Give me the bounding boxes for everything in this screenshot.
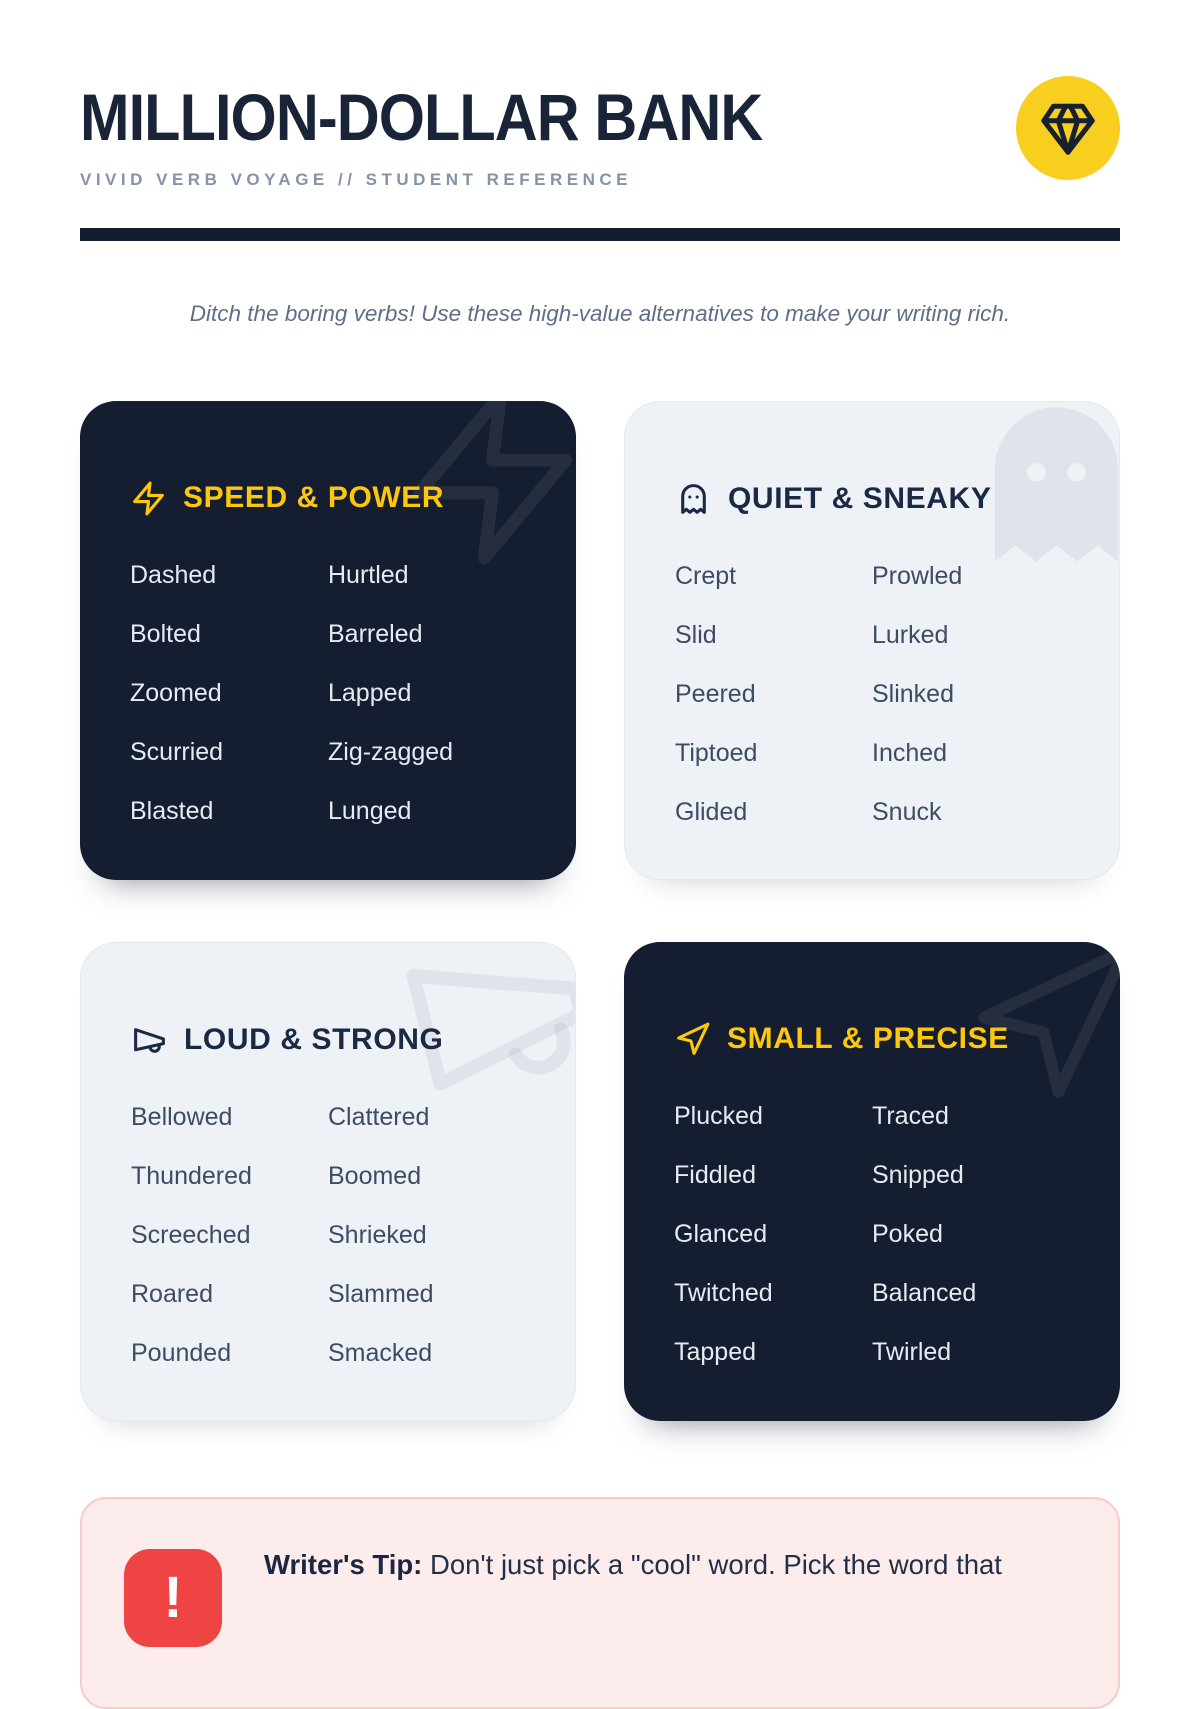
navigation-icon	[674, 1021, 711, 1058]
card-title-label: SMALL & PRECISE	[727, 1022, 1009, 1056]
verb-word: Slammed	[328, 1279, 434, 1308]
verb-word: Balanced	[872, 1278, 977, 1307]
word-list	[131, 1102, 525, 1367]
verb-word: Pounded	[131, 1338, 232, 1367]
verb-word: Smacked	[328, 1338, 433, 1367]
verb-word: Zig-zagged	[328, 737, 454, 766]
zap-icon	[130, 480, 167, 517]
verb-word: Clattered	[328, 1102, 430, 1131]
verb-word: Lapped	[328, 678, 412, 707]
verb-word: Lurked	[872, 620, 949, 649]
verb-word: Plucked	[674, 1101, 763, 1130]
verb-card-grid	[80, 401, 1120, 1421]
page-subtitle: VIVID VERB VOYAGE // STUDENT REFERENCE	[80, 170, 632, 189]
card-speed-power	[80, 401, 576, 880]
verb-word: Peered	[675, 679, 756, 708]
tip-badge	[124, 1549, 222, 1647]
card-title-speed-power	[130, 480, 526, 517]
verb-word: Screeched	[131, 1220, 251, 1249]
verb-word: Blasted	[130, 796, 214, 825]
verb-word: Dashed	[130, 560, 217, 589]
word-list	[674, 1101, 1070, 1366]
tip-text	[264, 1539, 1002, 1587]
card-small-precise	[624, 942, 1120, 1421]
card-title-quiet-sneaky	[675, 481, 1069, 518]
verb-word: Tiptoed	[675, 738, 758, 767]
card-quiet-sneaky	[624, 401, 1120, 880]
verb-word: Thundered	[131, 1161, 252, 1190]
tip-label: Writer's Tip:	[264, 1548, 423, 1580]
verb-word: Snuck	[872, 797, 942, 826]
verb-word: Slinked	[872, 679, 954, 708]
ghost-icon	[675, 481, 712, 518]
page-title: MILLION-DOLLAR BANK	[80, 80, 763, 154]
word-list	[130, 560, 526, 825]
tip-body: Don't just pick a "cool" word. Pick the word that	[429, 1548, 1002, 1580]
verb-word: Glided	[675, 797, 748, 826]
verb-word: Glanced	[674, 1219, 768, 1248]
card-title-small-precise	[674, 1021, 1070, 1058]
verb-word: Prowled	[872, 561, 963, 590]
alert-icon: !	[163, 1565, 183, 1631]
verb-word: Twitched	[674, 1278, 773, 1307]
card-title-label: LOUD & STRONG	[184, 1023, 444, 1057]
verb-word: Traced	[872, 1101, 949, 1130]
verb-word: Tapped	[674, 1337, 757, 1366]
header-text	[80, 80, 838, 190]
verb-word: Barreled	[328, 619, 423, 648]
writers-tip-callout	[80, 1497, 1120, 1709]
verb-word: Roared	[131, 1279, 213, 1308]
card-title-loud-strong	[131, 1022, 525, 1059]
verb-word: Fiddled	[674, 1160, 756, 1189]
verb-word: Slid	[675, 620, 717, 649]
verb-word: Zoomed	[130, 678, 222, 707]
verb-word: Bellowed	[131, 1102, 233, 1131]
word-list	[675, 561, 1069, 826]
verb-word: Lunged	[328, 796, 412, 825]
gem-icon	[1039, 99, 1097, 157]
card-loud-strong	[80, 942, 576, 1421]
header-divider	[80, 228, 1120, 241]
verb-word: Poked	[872, 1219, 943, 1248]
verb-word: Boomed	[328, 1161, 422, 1190]
megaphone-icon	[131, 1022, 168, 1059]
gem-badge	[1016, 76, 1120, 180]
verb-word: Inched	[872, 738, 948, 767]
verb-word: Snipped	[872, 1160, 964, 1189]
verb-word: Twirled	[872, 1337, 952, 1366]
tagline: Ditch the boring verbs! Use these high-value alternatives to make your writing rich.	[189, 301, 1011, 326]
card-title-label: SPEED & POWER	[183, 481, 445, 515]
verb-word: Scurried	[130, 737, 224, 766]
verb-word: Hurtled	[328, 560, 409, 589]
verb-word: Crept	[675, 561, 737, 590]
card-title-label: QUIET & SNEAKY	[728, 482, 992, 516]
verb-word: Bolted	[130, 619, 201, 648]
verb-word: Shrieked	[328, 1220, 427, 1249]
header	[80, 80, 1120, 190]
